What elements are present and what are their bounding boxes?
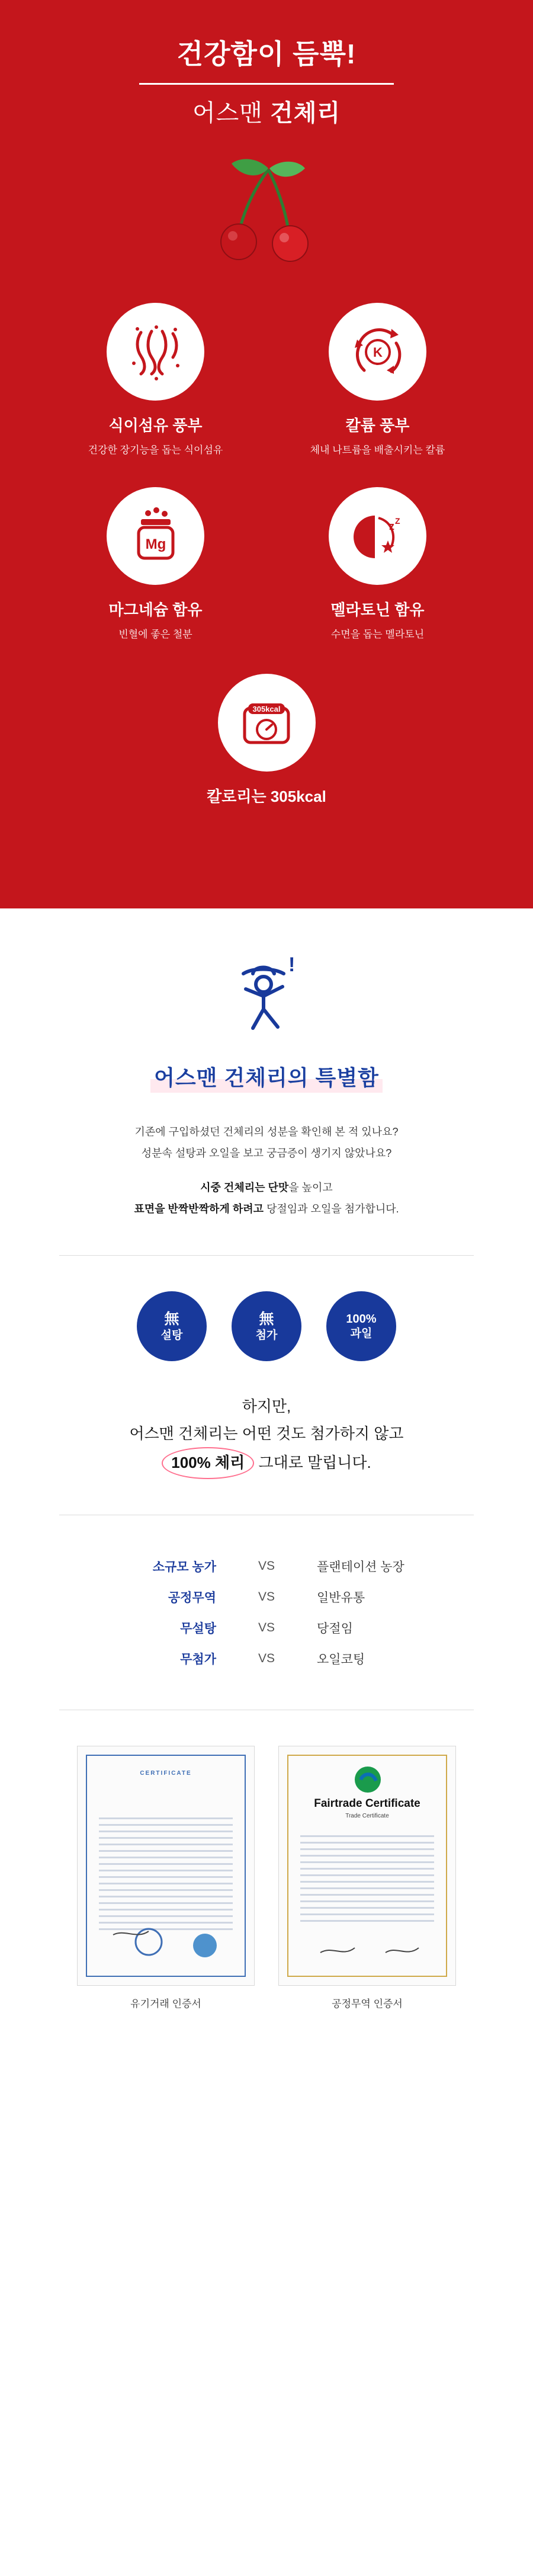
claim-line-2: 어스맨 건체리는 어떤 것도 첨가하지 않고 xyxy=(129,1424,404,1442)
badge-bottom: 설탕 xyxy=(160,1329,183,1342)
special-section xyxy=(0,908,533,2046)
svg-text:!: ! xyxy=(288,953,296,977)
comparison-right: 플랜테이션 농장 xyxy=(317,1560,404,1574)
svg-text:Mg: Mg xyxy=(145,536,166,552)
intro-line-3-bold: 시중 건체리는 단맛 xyxy=(200,1182,289,1194)
certificate-heading: CERTIFICATE xyxy=(140,1769,192,1777)
comparison-right: 일반유통 xyxy=(317,1591,365,1605)
certificate-caption: 공정무역 인증서 xyxy=(332,1998,403,2009)
hero-section xyxy=(0,0,533,908)
feature-grid xyxy=(77,303,456,843)
feature-title: 멜라토닌 함유 xyxy=(330,601,425,619)
feature-title: 칼로리는 305kcal xyxy=(207,788,326,806)
cherry-illustration xyxy=(198,152,335,270)
feature-item-potassium xyxy=(299,303,456,456)
comparison-left: 무설탕 xyxy=(180,1621,216,1636)
feature-desc: 건강한 장기능을 돕는 식이섬유 xyxy=(88,444,223,456)
svg-text:z: z xyxy=(388,520,394,532)
certificate-title: Fairtrade Certificate xyxy=(314,1797,420,1810)
comparison-vs: VS xyxy=(258,1559,275,1573)
badge-bottom: 과일 xyxy=(350,1327,373,1340)
certificate-fairtrade xyxy=(278,1746,456,2010)
intro-line-4-bold: 표면을 반짝반짝하게 하려고 xyxy=(134,1203,264,1215)
comparison-left: 공정무역 xyxy=(168,1591,216,1605)
feature-desc: 체내 나트륨을 배출시키는 칼륨 xyxy=(310,444,445,456)
intro-line-1: 기존에 구입하셨던 건체리의 성분을 확인해 본 적 있나요? xyxy=(134,1126,399,1138)
brand-name: 어스맨 xyxy=(192,100,263,127)
certificate-row xyxy=(0,1746,533,2010)
product-name: 건체리 xyxy=(270,100,341,127)
certificate-organic-image xyxy=(77,1746,255,1986)
scale-icon xyxy=(218,674,316,772)
paragraph-gap xyxy=(0,1164,533,1177)
feature-title: 칼륨 풍부 xyxy=(345,417,410,435)
certificate-subtitle: Trade Certificate xyxy=(345,1812,389,1819)
feature-item-calorie xyxy=(77,674,456,812)
certificate-fairtrade-image xyxy=(278,1746,456,1986)
claim-highlight: 100% 체리 xyxy=(162,1447,254,1479)
feature-title: 식이섬유 풍부 xyxy=(108,417,203,435)
intro-line-3 xyxy=(0,1177,533,1198)
badge-no-sugar xyxy=(137,1291,207,1361)
badge-top: 100% xyxy=(346,1312,377,1326)
table-row xyxy=(104,1643,429,1674)
claim-block xyxy=(0,1393,533,1479)
hero-title-line1: 건강함이 듬뿍! xyxy=(176,39,357,69)
badge-100-fruit xyxy=(326,1291,396,1361)
comparison-table xyxy=(104,1551,429,1674)
comparison-vs: VS xyxy=(258,1589,275,1604)
section-divider-1 xyxy=(59,1255,474,1256)
comparison-vs: VS xyxy=(258,1651,275,1665)
feature-title: 마그네슘 함유 xyxy=(108,601,203,619)
table-row xyxy=(104,1612,429,1643)
feature-item-fiber xyxy=(77,303,234,456)
potassium-cycle-icon xyxy=(329,303,426,401)
cowboy-mascot-icon xyxy=(222,950,311,1039)
intestine-icon xyxy=(107,303,204,401)
hero-title-line2 xyxy=(0,94,533,128)
hero-divider xyxy=(139,83,394,85)
claim-line-3 xyxy=(0,1447,533,1479)
melatonin-moon-icon xyxy=(329,487,426,585)
intro-line-4 xyxy=(0,1198,533,1220)
table-row xyxy=(104,1551,429,1582)
svg-text:K: K xyxy=(373,344,383,360)
page-title: 어스맨 건체리의 특별함 xyxy=(150,1060,383,1093)
table-row xyxy=(104,1582,429,1612)
certificate-organic xyxy=(77,1746,255,2010)
intro-line-3-rest: 을 높이고 xyxy=(288,1182,333,1194)
feature-item-melatonin xyxy=(299,487,456,641)
comparison-left: 소규모 농가 xyxy=(152,1560,216,1574)
comparison-right: 오일코팅 xyxy=(317,1652,365,1666)
magnesium-jar-icon xyxy=(107,487,204,585)
badge-top: 無 xyxy=(164,1310,179,1327)
intro-paragraph xyxy=(0,1121,533,1220)
feature-desc: 빈혈에 좋은 철분 xyxy=(118,629,192,641)
svg-text:Z: Z xyxy=(394,516,400,526)
badge-bottom: 첨가 xyxy=(255,1329,278,1342)
svg-text:305kcal: 305kcal xyxy=(252,704,281,713)
claim-line-3-rest: 그대로 말립니다. xyxy=(254,1454,371,1472)
intro-line-2: 성분속 설탕과 오일을 보고 궁금증이 생기지 않았나요? xyxy=(141,1147,392,1160)
feature-desc: 수면을 돕는 멜라토닌 xyxy=(330,629,425,641)
badge-no-additive xyxy=(232,1291,301,1361)
badge-top: 無 xyxy=(259,1310,274,1327)
intro-line-4-rest: 당절임과 오일을 첨가합니다. xyxy=(264,1203,399,1215)
badge-row xyxy=(0,1291,533,1361)
comparison-vs: VS xyxy=(258,1620,275,1634)
comparison-left: 무첨가 xyxy=(180,1652,216,1666)
claim-line-1: 하지만, xyxy=(242,1397,291,1416)
certificate-caption: 유기거래 인증서 xyxy=(130,1998,201,2009)
feature-item-magnesium xyxy=(77,487,234,641)
comparison-right: 당절임 xyxy=(317,1621,353,1636)
